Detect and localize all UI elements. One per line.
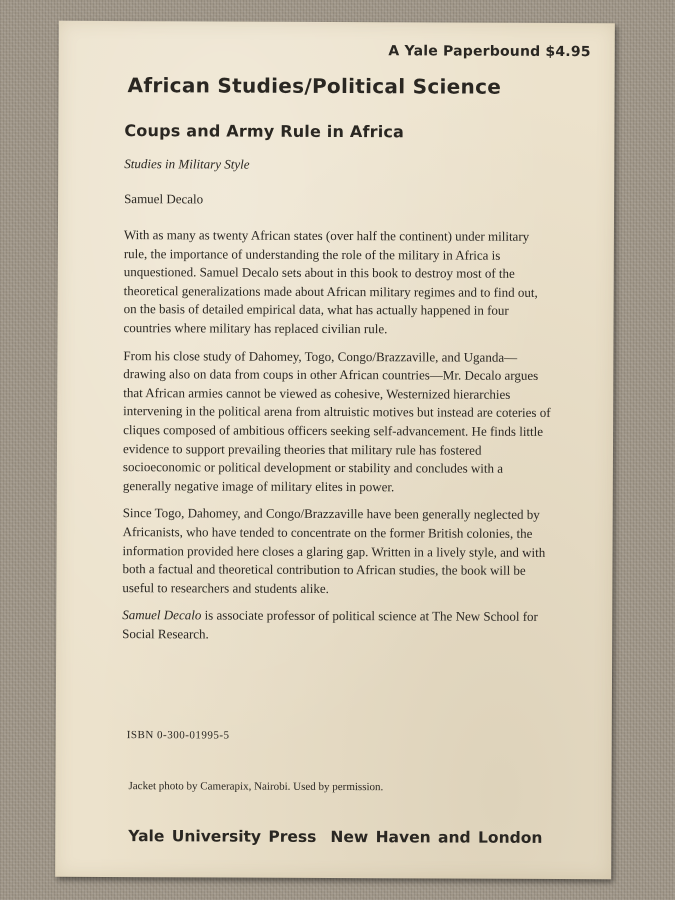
author-name: Samuel Decalo — [124, 191, 204, 207]
description — [122, 226, 552, 654]
author-bio — [122, 606, 550, 645]
series-heading: African Studies/Political Science — [127, 73, 502, 99]
publisher-location: New Haven and London — [330, 827, 543, 847]
author-bio-text: is associate professor of political science at The New School for Social Research. — [122, 607, 538, 642]
book-subtitle: Studies in Military Style — [124, 156, 250, 172]
isbn: ISBN 0-300-01995-5 — [126, 729, 230, 742]
description-paragraph: With as many as twenty African states (over half the continent) under military rule, the importance of understanding the role of the military in Africa is unquestioned. Samuel Decalo sets about in this book to destroy most of the theoretical generalizations made about African military regimes and to find out, on the basis of detailed empirical data, what has actually happened in four countries where military has replaced civilian rule. — [123, 227, 538, 337]
author-bio-name: Samuel Decalo — [122, 607, 202, 623]
publisher-name: Yale University Press — [128, 827, 317, 846]
description-paragraph: Since Togo, Dahomey, and Congo/Brazzaville have been generally neglected by Africanists, who have tended to concentrate on the former British colonies, the information provided here closes a glaring gap. Written in a lively style, and with both a factual and theoretical contribution to African studies, the book will be useful to researchers and students alike. — [122, 505, 546, 596]
publisher-line — [128, 827, 542, 847]
book-title: Coups and Army Rule in Africa — [124, 121, 405, 142]
price-line: A Yale Paperbound $4.95 — [388, 43, 591, 61]
photo-credit: Jacket photo by Camerapix, Nairobi. Used by permission. — [128, 780, 384, 794]
book-back-cover — [55, 21, 615, 879]
description-paragraph: From his close study of Dahomey, Togo, Congo/Brazzaville, and Uganda—drawing also on data from coups in other African countries—Mr. Decalo argues that African armies cannot be viewed as cohesive, Westernized hierarchies intervening in the political arena from altruistic motives but instead are coteries of cliques composed of ambitious officers seeking self-advancement. He finds little evidence to support prevailing theories that military rule has fostered socioeconomic or political development or stability and concludes with a generally negative image of military elites in power. — [122, 347, 551, 494]
